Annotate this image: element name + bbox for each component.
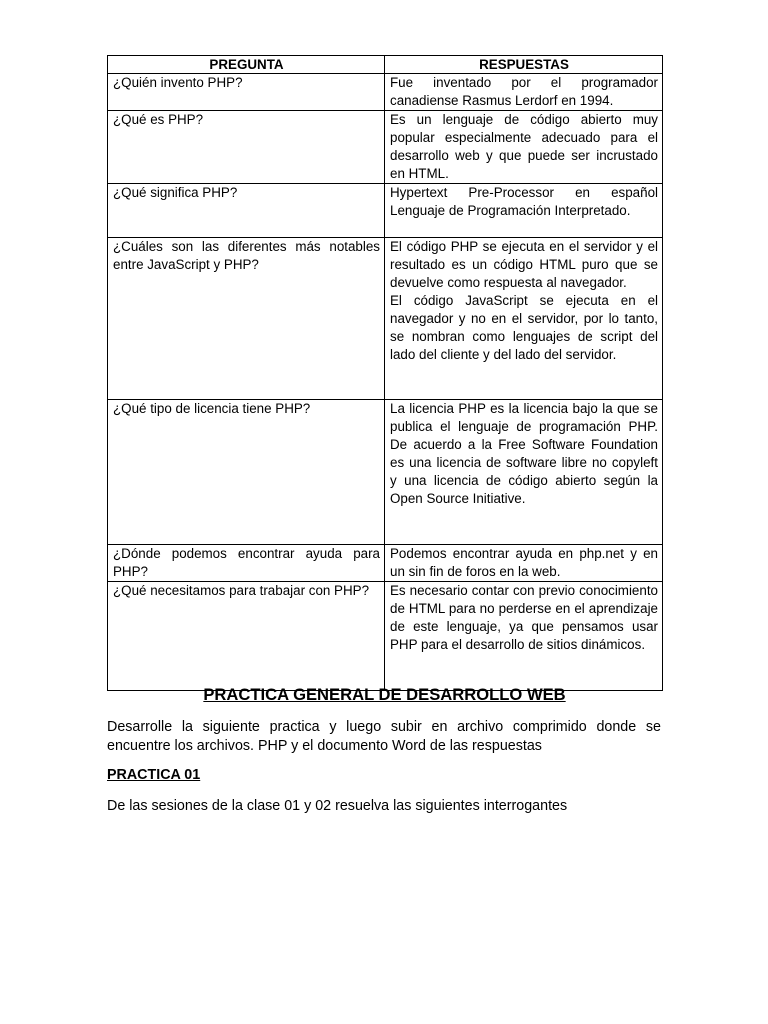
answer-text: Fue inventado por el programador canadiense Rasmus Lerdorf en 1994. xyxy=(390,75,658,108)
answer-cell xyxy=(385,400,663,545)
answer-text: El código PHP se ejecuta en el servidor y el resultado es un código HTML puro que se devuelve como respuesta al navegador. xyxy=(390,239,658,290)
table-row xyxy=(108,582,663,691)
table-row xyxy=(108,545,663,582)
table-row xyxy=(108,111,663,184)
answer-text: Es necesario contar con previo conocimiento de HTML para no perderse en el aprendizaje de este lenguaje, ya que pensamos usar PHP para el desarrollo de sitios dinámicos. xyxy=(390,583,658,652)
answer-cell xyxy=(385,111,663,184)
question-cell: ¿Qué es PHP? xyxy=(108,111,385,184)
table-row xyxy=(108,238,663,400)
answer-cell xyxy=(385,545,663,582)
question-cell: ¿Dónde podemos encontrar ayuda para PHP? xyxy=(108,545,385,582)
qa-table xyxy=(107,55,663,691)
table-row xyxy=(108,400,663,545)
header-question: PREGUNTA xyxy=(108,56,385,74)
question-cell: ¿Qué tipo de licencia tiene PHP? xyxy=(108,400,385,545)
question-cell: ¿Qué necesitamos para trabajar con PHP? xyxy=(108,582,385,691)
table-header-row xyxy=(108,56,663,74)
table-row xyxy=(108,74,663,111)
question-cell: ¿Qué significa PHP? xyxy=(108,184,385,238)
answer-cell xyxy=(385,238,663,400)
instruction-paragraph: De las sesiones de la clase 01 y 02 resuelva las siguientes interrogantes xyxy=(107,798,568,814)
answer-cell xyxy=(385,184,663,238)
question-cell: ¿Quién invento PHP? xyxy=(108,74,385,111)
answer-text: Es un lenguaje de código abierto muy popular especialmente adecuado para el desarrollo web y que puede ser incrustado en HTML. xyxy=(390,112,658,181)
section-title: PRACTICA GENERAL DE DESARROLLO WEB xyxy=(203,685,566,704)
question-cell: ¿Cuáles son las diferentes más notables entre JavaScript y PHP? xyxy=(108,238,385,400)
answer-cell xyxy=(385,582,663,691)
answer-text: La licencia PHP es la licencia bajo la que se publica el lenguaje de programación PHP. De acuerdo a la Free Software Foundation es una licencia de software libre no copyleft y una licencia de código abierto según la Open Source Initiative. xyxy=(390,401,658,506)
practice-subheading: PRACTICA 01 xyxy=(107,767,201,783)
answer-cell xyxy=(385,74,663,111)
table-row xyxy=(108,184,663,238)
header-answer: RESPUESTAS xyxy=(385,56,663,74)
intro-paragraph: Desarrolle la siguiente practica y luego subir en archivo comprimido donde se encuentre los archivos. PHP y el documento Word de las respuestas xyxy=(107,719,661,754)
answer-text: Hypertext Pre-Processor en español Lenguaje de Programación Interpretado. xyxy=(390,185,658,218)
answer-text: El código JavaScript se ejecuta en el navegador y no en el servidor, por lo tanto, se nombran como lenguajes de script del lado del cliente y del lado del servidor. xyxy=(390,293,658,362)
answer-text: Podemos encontrar ayuda en php.net y en un sin fin de foros en la web. xyxy=(390,546,658,579)
